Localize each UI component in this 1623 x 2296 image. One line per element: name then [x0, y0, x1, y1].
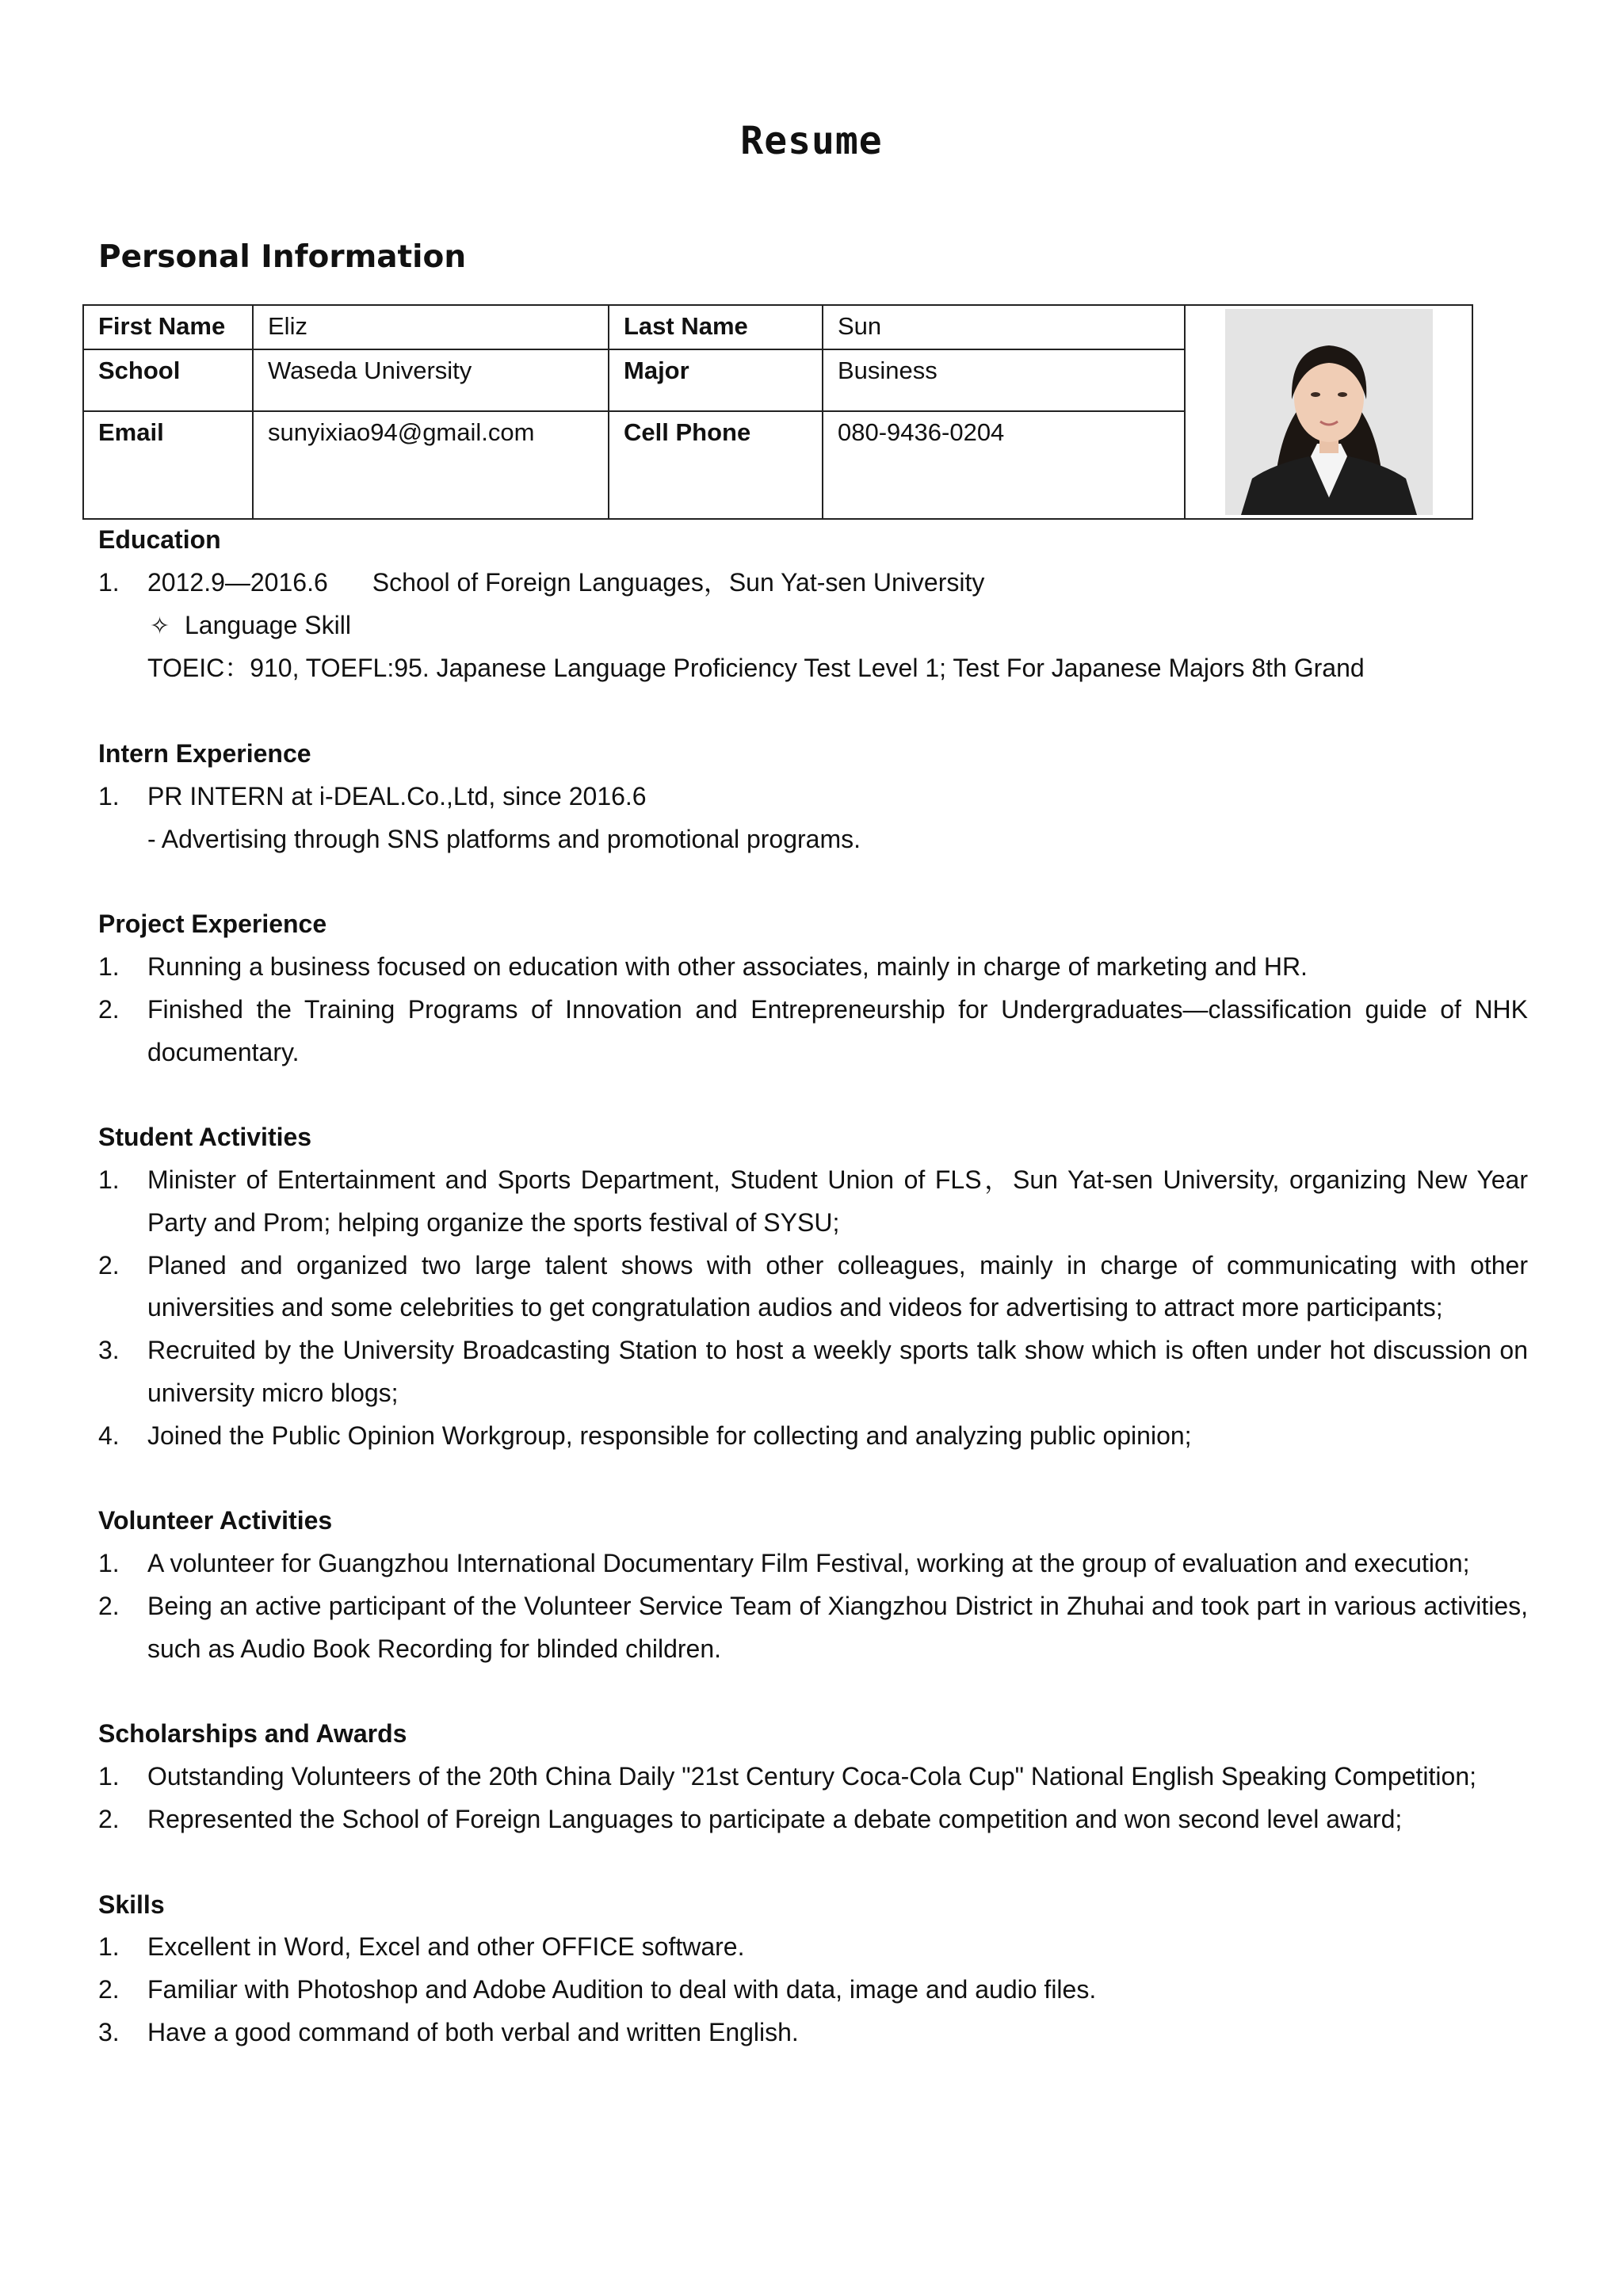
- first-name-label: First Name: [83, 305, 253, 349]
- awards-heading: Scholarships and Awards: [98, 1719, 407, 1749]
- student-section: [98, 1116, 1528, 1457]
- item-number: 3.: [98, 2017, 120, 2046]
- last-name-label: Last Name: [609, 305, 823, 349]
- item-number: 2.: [98, 1591, 120, 1620]
- photo-cell: [1185, 305, 1472, 519]
- personal-info-table: [82, 304, 1473, 520]
- last-name-value: Sun: [823, 305, 1185, 349]
- item-text: PR INTERN at i-DEAL.Co.,Ltd, since 2016.6: [147, 781, 647, 810]
- item-text: Planed and organized two large talent shows with other colleagues, mainly in charge of communicating with other universities and some celebrities to get congratulation audios and videos for advertising to attract more participants;: [147, 1250, 1528, 1322]
- skills-list: [98, 1926, 1528, 2054]
- item-number: 1.: [98, 1549, 120, 1578]
- student-list: [98, 1159, 1528, 1458]
- project-list: [98, 946, 1528, 1074]
- list-item: [98, 989, 1528, 1074]
- email-value: sunyixiao94@gmail.com: [253, 411, 609, 519]
- project-section: [98, 903, 1528, 1074]
- education-school: School of Foreign Languages，Sun Yat-sen University: [372, 567, 985, 597]
- item-text: Familiar with Photoshop and Adobe Audition to deal with data, image and audio files.: [147, 1975, 1097, 2004]
- list-item: [98, 1926, 1528, 1969]
- item-text: Recruited by the University Broadcasting Station to host a weekly sports talk show which is often under hot discussion on university micro blogs;: [147, 1336, 1528, 1407]
- item-text: Joined the Public Opinion Workgroup, responsible for collecting and analyzing public opinion;: [147, 1421, 1192, 1450]
- item-number: 1.: [98, 1165, 120, 1194]
- list-item: [98, 1798, 1528, 1841]
- list-item: [98, 1756, 1528, 1798]
- intern-detail: - Advertising through SNS platforms and promotional programs.: [147, 824, 861, 853]
- education-list: [98, 562, 1528, 605]
- education-period: 2012.9—2016.6: [147, 567, 328, 597]
- list-item: [98, 1585, 1528, 1671]
- item-text: Outstanding Volunteers of the 20th China Daily "21st Century Coca-Cola Cup" National English Speaking Competition;: [147, 1762, 1476, 1791]
- project-heading: Project Experience: [98, 910, 327, 939]
- education-section: [98, 519, 1528, 690]
- intern-heading: Intern Experience: [98, 738, 311, 768]
- skills-section: [98, 1884, 1528, 2054]
- volunteer-heading: Volunteer Activities: [98, 1506, 333, 1535]
- language-skill-detail: TOEIC：910, TOEFL:95. Japanese Language Proficiency Test Level 1; Test For Japanese Majors 8th Grand: [147, 654, 1365, 683]
- item-number: 1.: [98, 1932, 120, 1962]
- page-title: Resume: [740, 119, 883, 163]
- list-item: [98, 1969, 1528, 2012]
- item-number: 2.: [98, 1975, 120, 2004]
- volunteer-list: [98, 1543, 1528, 1670]
- email-label: Email: [83, 411, 253, 519]
- skills-heading: Skills: [98, 1890, 165, 1919]
- four-pointed-star-icon: ✧: [150, 612, 170, 640]
- list-item: [98, 1245, 1528, 1330]
- school-value: Waseda University: [253, 349, 609, 411]
- list-item: [98, 946, 1528, 989]
- item-number: 1.: [98, 1762, 120, 1791]
- item-number: 2.: [98, 1250, 120, 1280]
- item-number: 2.: [98, 994, 120, 1024]
- intern-section: [98, 733, 1528, 860]
- cell-phone-label: Cell Phone: [609, 411, 823, 519]
- major-value: Business: [823, 349, 1185, 411]
- education-heading: Education: [98, 525, 221, 554]
- list-item: [98, 2012, 1528, 2054]
- item-number: 2.: [98, 1804, 120, 1833]
- item-text: Finished the Training Programs of Innovation and Entrepreneurship for Undergraduates—classification guide of NHK documentary.: [147, 994, 1528, 1066]
- item-text: Running a business focused on education with other associates, mainly in charge of marketing and HR.: [147, 952, 1308, 981]
- item-text: Being an active participant of the Volunteer Service Team of Xiangzhou District in Zhuhai and took part in various activities, such as Audio Book Recording for blinded children.: [147, 1591, 1528, 1663]
- awards-section: [98, 1713, 1528, 1840]
- item-number: 1.: [98, 952, 120, 981]
- item-number: 1.: [98, 781, 120, 810]
- item-text: Excellent in Word, Excel and other OFFICE software.: [147, 1932, 745, 1962]
- item-text: A volunteer for Guangzhou International Documentary Film Festival, working at the group of evaluation and execution;: [147, 1549, 1470, 1578]
- item-number: 3.: [98, 1336, 120, 1365]
- item-text: Minister of Entertainment and Sports Department, Student Union of FLS，Sun Yat-sen University, organizing New Year Party and Prom; helping organize the sports festival of SYSU;: [147, 1165, 1528, 1237]
- first-name-value: Eliz: [253, 305, 609, 349]
- resume-body: [98, 519, 1528, 2054]
- major-label: Major: [609, 349, 823, 411]
- student-heading: Student Activities: [98, 1123, 312, 1152]
- language-skill-row: [98, 605, 1528, 648]
- cell-phone-value: 080-9436-0204: [823, 411, 1185, 519]
- personal-info-heading: Personal Information: [98, 239, 467, 275]
- awards-list: [98, 1756, 1528, 1841]
- language-skill-label: Language Skill: [185, 610, 351, 639]
- list-item: [98, 776, 1528, 818]
- list-item: [98, 1159, 1528, 1245]
- item-number: 1.: [98, 567, 120, 597]
- item-text: Have a good command of both verbal and written English.: [147, 2017, 799, 2046]
- list-item: [98, 1415, 1528, 1458]
- list-item: [98, 562, 1528, 605]
- profile-photo: [1225, 309, 1433, 515]
- item-text: Represented the School of Foreign Languages to participate a debate competition and won second level award;: [147, 1804, 1403, 1833]
- item-number: 4.: [98, 1421, 120, 1450]
- school-label: School: [83, 349, 253, 411]
- volunteer-section: [98, 1500, 1528, 1670]
- intern-list: [98, 776, 1528, 818]
- list-item: [98, 1329, 1528, 1415]
- list-item: [98, 1543, 1528, 1585]
